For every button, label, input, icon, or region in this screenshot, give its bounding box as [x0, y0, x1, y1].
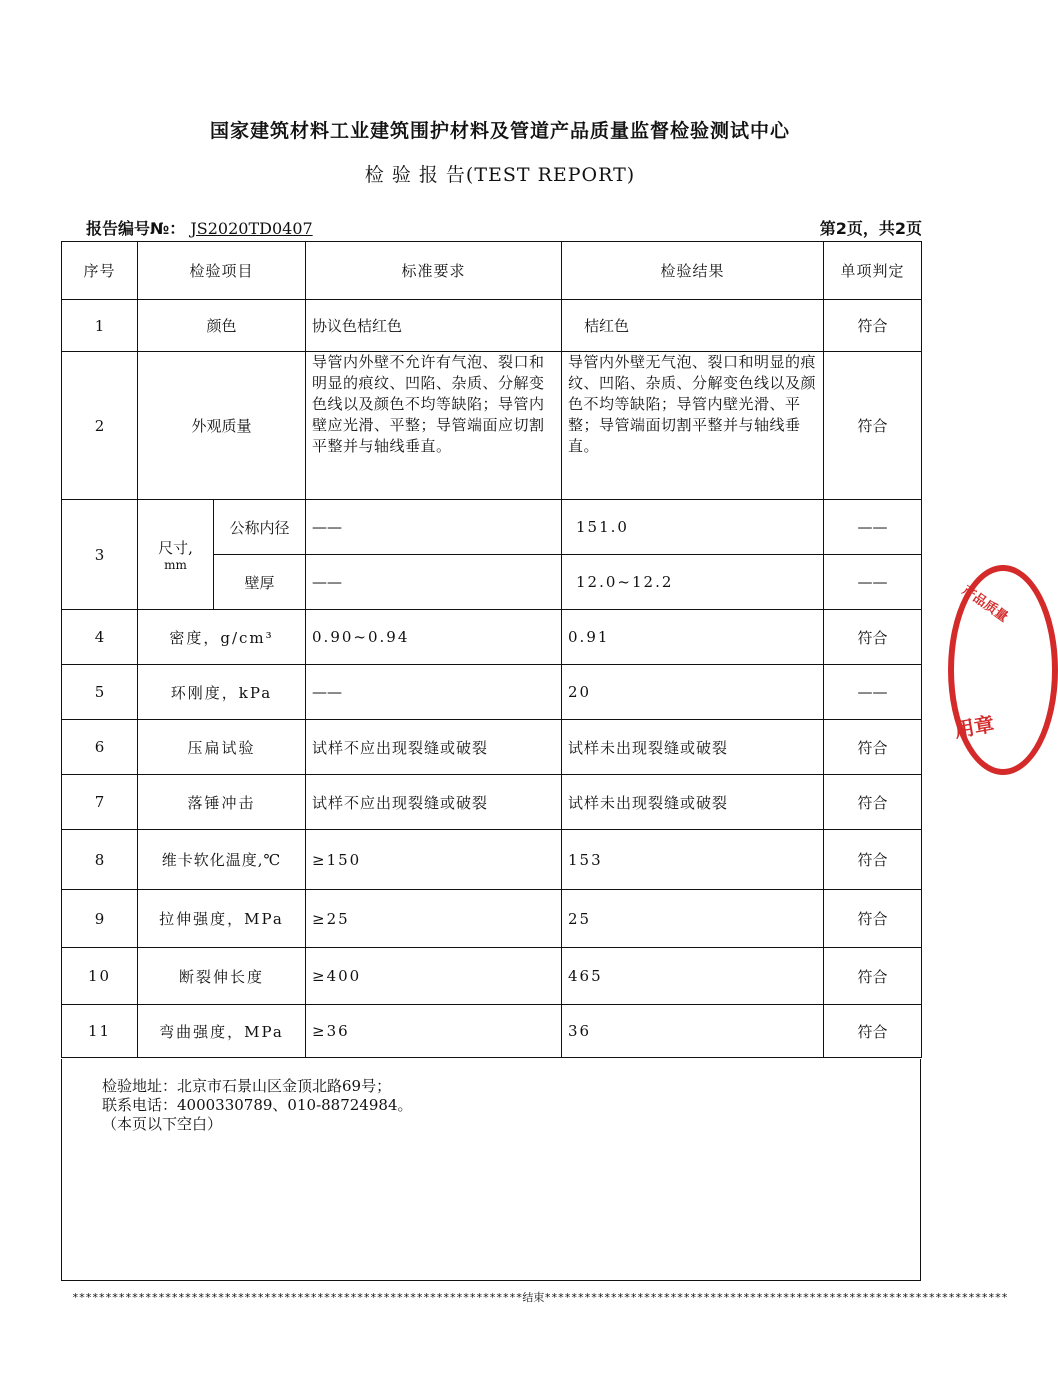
blank-note: （本页以下空白） [102, 1115, 223, 1133]
header-result: 检验结果 [562, 242, 824, 300]
row-standard: —— [306, 555, 562, 610]
row-verdict: 符合 [824, 830, 922, 890]
row-standard: ≥400 [306, 948, 562, 1005]
row-result: 465 [562, 948, 824, 1005]
row-verdict: 符合 [824, 352, 922, 500]
table-row [62, 1005, 922, 1058]
table-row [62, 830, 922, 890]
row-result: 153 [562, 830, 824, 890]
row-no: 9 [62, 890, 138, 948]
row-verdict: 符合 [824, 300, 922, 352]
row-verdict: 符合 [824, 775, 922, 830]
report-number [86, 216, 313, 239]
row-standard: 协议色桔红色 [306, 300, 562, 352]
row-no: 10 [62, 948, 138, 1005]
row-group [138, 500, 214, 610]
row-standard: 试样不应出现裂缝或破裂 [306, 775, 562, 830]
row-standard: ≥25 [306, 890, 562, 948]
row-no: 8 [62, 830, 138, 890]
row-no: 11 [62, 1005, 138, 1058]
table-row [62, 948, 922, 1005]
row-standard: —— [306, 665, 562, 720]
row-verdict: 符合 [824, 610, 922, 665]
header-item: 检验项目 [138, 242, 306, 300]
report-title: 检 验 报 告(TEST REPORT) [364, 164, 636, 186]
table-row [62, 775, 922, 830]
row-no: 1 [62, 300, 138, 352]
header-verdict: 单项判定 [824, 242, 922, 300]
row-standard: ≥150 [306, 830, 562, 890]
row-subitem: 公称内径 [214, 500, 306, 555]
row-standard: 导管内外壁不允许有气泡、裂口和明显的痕纹、凹陷、杂质、分解变色线以及颜色不均等缺陷；导管内壁应光滑、平整；导管端面应切割平整并与轴线垂直。 [306, 352, 562, 500]
row-result: 0.91 [562, 610, 824, 665]
results-table [61, 241, 922, 1058]
row-no: 7 [62, 775, 138, 830]
footer-notes [61, 1059, 921, 1281]
table-row [62, 720, 922, 775]
header-standard: 标准要求 [306, 242, 562, 300]
table-row [62, 890, 922, 948]
row-verdict: 符合 [824, 1005, 922, 1058]
row-result: 36 [562, 1005, 824, 1058]
row-result: 12.0~12.2 [562, 555, 824, 610]
row-item: 维卡软化温度,℃ [138, 830, 306, 890]
row-standard: ≥36 [306, 1005, 562, 1058]
row-no: 4 [62, 610, 138, 665]
seal-text-top: 产品质量 [959, 583, 1011, 626]
seal-text-bottom: 用章 [952, 711, 997, 743]
row-verdict: —— [824, 665, 922, 720]
row-result: 20 [562, 665, 824, 720]
row-result: 试样未出现裂缝或破裂 [562, 720, 824, 775]
row-standard: —— [306, 500, 562, 555]
row-item: 弯曲强度，MPa [138, 1005, 306, 1058]
row-verdict: 符合 [824, 948, 922, 1005]
row-verdict: 符合 [824, 720, 922, 775]
lab-address: 检验地址：北京市石景山区金顶北路69号； [102, 1077, 392, 1095]
group-label: 尺寸, [158, 539, 193, 557]
table-row [62, 300, 922, 352]
lab-phone: 联系电话：4000330789、010-88724984。 [102, 1096, 413, 1114]
row-item: 颜色 [138, 300, 306, 352]
row-standard: 0.90~0.94 [306, 610, 562, 665]
row-item: 密度，g/cm³ [138, 610, 306, 665]
row-result: 桔红色 [562, 300, 824, 352]
row-result: 试样未出现裂缝或破裂 [562, 775, 824, 830]
row-item: 断裂伸长度 [138, 948, 306, 1005]
organization-title: 国家建筑材料工业建筑围护材料及管道产品质量监督检验测试中心 [209, 120, 790, 142]
row-subitem: 壁厚 [214, 555, 306, 610]
row-item: 落锤冲击 [138, 775, 306, 830]
row-item: 压扁试验 [138, 720, 306, 775]
row-no: 2 [62, 352, 138, 500]
table-row [62, 665, 922, 720]
group-unit: mm [164, 558, 187, 572]
row-verdict: —— [824, 500, 922, 555]
footer-text [102, 1077, 412, 1134]
row-result: 25 [562, 890, 824, 948]
header-no: 序号 [62, 242, 138, 300]
row-standard: 试样不应出现裂缝或破裂 [306, 720, 562, 775]
table-row [62, 610, 922, 665]
row-verdict: —— [824, 555, 922, 610]
row-result: 151.0 [562, 500, 824, 555]
table-row [62, 352, 922, 500]
report-number-value: JS2020TD0407 [190, 219, 313, 238]
report-number-label: 报告编号№： [86, 219, 186, 238]
row-no: 5 [62, 665, 138, 720]
row-no: 6 [62, 720, 138, 775]
page-info: 第2页，共2页 [819, 219, 922, 238]
row-item: 外观质量 [138, 352, 306, 500]
row-item: 拉伸强度，MPa [138, 890, 306, 948]
row-item: 环刚度，kPa [138, 665, 306, 720]
end-marker: ********************************************************************结束********************************************************************** [72, 1291, 1008, 1304]
row-verdict: 符合 [824, 890, 922, 948]
row-result: 导管内外壁无气泡、裂口和明显的痕纹、凹陷、杂质、分解变色线以及颜色不均等缺陷；导管内壁光滑、平整；导管端面切割平整并与轴线垂直。 [562, 352, 824, 500]
row-no: 3 [62, 500, 138, 610]
official-seal [948, 565, 1058, 775]
table-row [62, 500, 922, 555]
table-header-row [62, 242, 922, 300]
